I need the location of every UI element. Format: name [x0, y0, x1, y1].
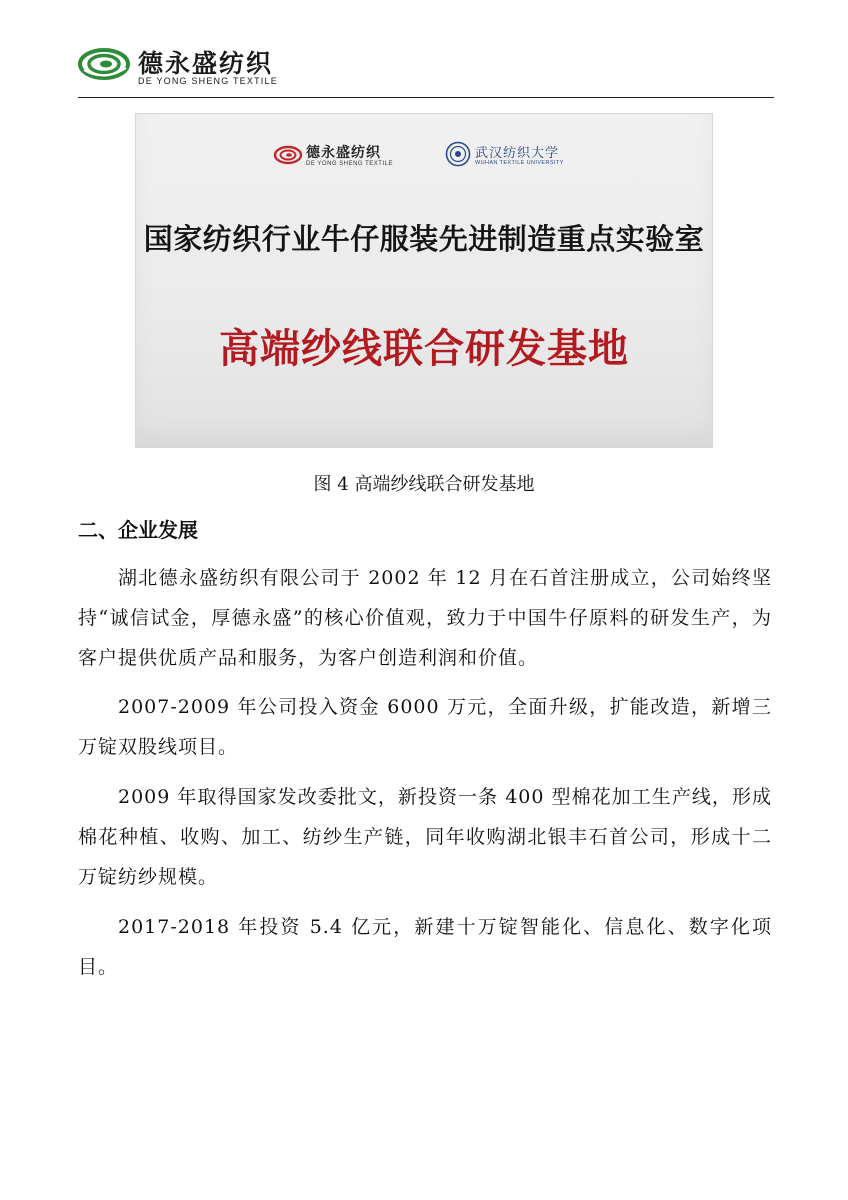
header-divider — [78, 97, 774, 98]
plaque-company-name-cn: 德永盛纺织 — [306, 145, 381, 161]
figure-caption: 图 4 高端纱线联合研发基地 — [313, 474, 535, 495]
paragraph: 2017-2018 年投资 5.4 亿元，新建十万锭智能化、信息化、数字化项目。 — [78, 916, 772, 978]
paragraph: 2009 年取得国家发改委批文，新投资一条 400 型棉花加工生产线，形成棉花种植、收购、加工、纺纱生产链，同年收购湖北银丰石首公司，形成十二万锭纺纱规模。 — [78, 786, 772, 888]
plaque-photo — [135, 113, 713, 448]
plaque-university-logo — [445, 141, 595, 173]
plaque-university-name-en: WUHAN TEXTILE UNIVERSITY — [475, 160, 564, 166]
paragraph: 2007-2009 年公司投入资金 6000 万元，全面升级，扩能改造，新增三万锭双股线项目。 — [78, 696, 772, 758]
company-name-cn: 德永盛纺织 — [138, 49, 274, 78]
plaque-subtitle: 高端纱线联合研发基地 — [219, 325, 629, 372]
plaque-company-logo — [273, 141, 423, 173]
company-name-en: DE YONG SHENG TEXTILE — [138, 76, 278, 86]
company-logo-icon — [78, 42, 134, 82]
company-logo-icon — [273, 143, 303, 165]
page-header — [78, 38, 778, 98]
plaque-company-name-en: DE YONG SHENG TEXTILE — [306, 161, 393, 167]
plaque-title: 国家纺织行业牛仔服装先进制造重点实验室 — [143, 222, 705, 256]
plaque-university-name-cn: 武汉纺织大学 — [475, 146, 560, 161]
university-emblem-icon — [445, 141, 471, 167]
paragraph: 湖北德永盛纺织有限公司于 2002 年 12 月在石首注册成立，公司始终坚持“诚信试金，厚德永盛”的核心价值观，致力于中国牛仔原料的研发生产，为客户提供优质产品和服务，为客户创造利润和价值。 — [78, 567, 772, 669]
section-heading: 二、企业发展 — [78, 518, 198, 542]
